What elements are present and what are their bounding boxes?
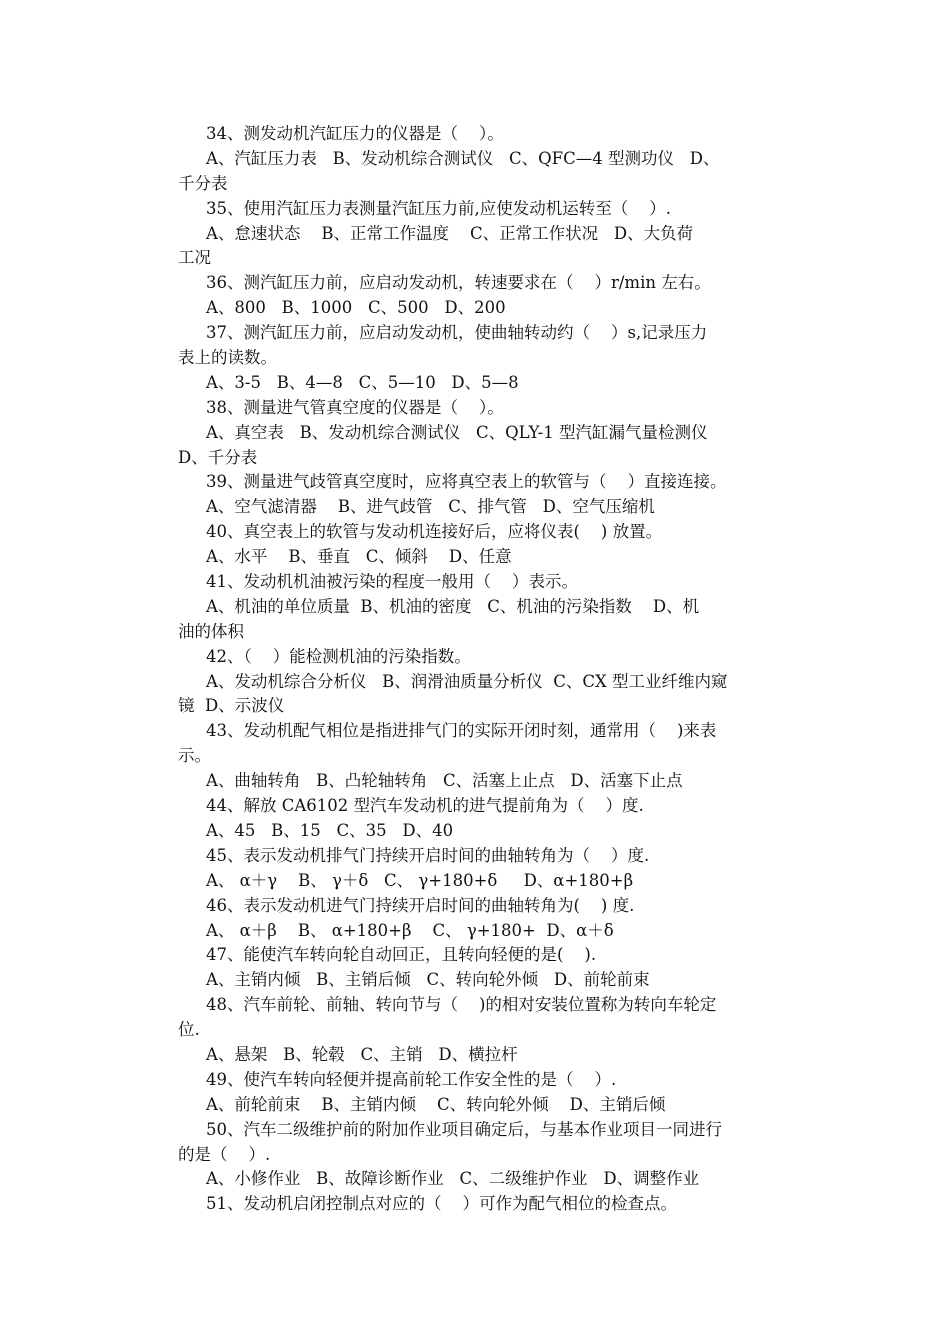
text-line: 36、测汽缸压力前，应启动发动机，转速要求在（ ）r/min 左右。 xyxy=(206,273,711,293)
text-line: 42、（ ）能检测机油的污染指数。 xyxy=(206,646,471,666)
text-line: A、怠速状态 B、正常工作温度 C、正常工作状况 D、大负荷 xyxy=(206,223,694,243)
text-line: A、800 B、1000 C、500 D、200 xyxy=(206,298,506,318)
text-line: 44、解放 CA6102 型汽车发动机的进气提前角为（ ）度. xyxy=(206,796,644,816)
document-page xyxy=(178,122,808,1217)
text-line: 37、测汽缸压力前，应启动发动机，使曲轴转动约（ ）s,记录压力 xyxy=(206,323,708,343)
text-line: A、前轮前束 B、主销内倾 C、转向轮外倾 D、主销后倾 xyxy=(206,1094,666,1114)
text-line-continuation: 的是（ ）. xyxy=(178,1144,271,1164)
text-line: A、水平 B、垂直 C、倾斜 D、任意 xyxy=(206,547,512,567)
text-line: 38、测量进气管真空度的仪器是（ ）。 xyxy=(206,397,504,417)
text-line-continuation: 工况 xyxy=(178,248,211,268)
text-line: A、3-5 B、4—8 C、5—10 D、5—8 xyxy=(206,372,519,392)
text-line: 51、发动机启闭控制点对应的（ ）可作为配气相位的检查点。 xyxy=(206,1194,677,1214)
text-line-continuation: 位. xyxy=(178,1020,200,1040)
text-line-continuation: D、千分表 xyxy=(178,447,258,467)
text-line: A、小修作业 B、故障诊断作业 C、二级维护作业 D、调整作业 xyxy=(206,1169,700,1189)
text-line: A、机油的单位质量 B、机油的密度 C、机油的污染指数 D、机 xyxy=(206,596,700,616)
text-line: A、发动机综合分析仪 B、润滑油质量分析仪 C、CX 型工业纤维内窥 xyxy=(206,671,728,691)
text-line-continuation: 镜 D、示波仪 xyxy=(178,696,285,716)
text-line: 40、真空表上的软管与发动机连接好后，应将仪表( ) 放置。 xyxy=(206,522,663,542)
text-line: 46、表示发动机进气门持续开启时间的曲轴转角为( ) 度. xyxy=(206,895,635,915)
text-line: A、 α＋β B、 α+180+β C、 γ+180+ D、α＋δ xyxy=(206,920,614,940)
text-line: 47、能使汽车转向轮自动回正，且转向轻便的是( ). xyxy=(206,945,597,965)
text-line: A、空气滤清器 B、进气歧管 C、排气管 D、空气压缩机 xyxy=(206,497,655,517)
text-line: 39、测量进气歧管真空度时，应将真空表上的软管与（ ）直接连接。 xyxy=(206,472,727,492)
text-line-continuation: 千分表 xyxy=(178,173,228,193)
text-line: A、曲轴转角 B、凸轮轴转角 C、活塞上止点 D、活塞下止点 xyxy=(206,771,683,791)
text-line-continuation: 表上的读数。 xyxy=(178,348,277,368)
text-line-continuation: 示。 xyxy=(178,746,211,766)
text-line: 48、汽车前轮、前轴、转向节与（ )的相对安装位置称为转向车轮定 xyxy=(206,995,717,1015)
text-line: 49、使汽车转向轻便并提高前轮工作安全性的是（ ）. xyxy=(206,1069,617,1089)
text-line: A、主销内倾 B、主销后倾 C、转向轮外倾 D、前轮前束 xyxy=(206,970,650,990)
text-line: A、45 B、15 C、35 D、40 xyxy=(206,820,454,840)
text-line: 50、汽车二级维护前的附加作业项目确定后，与基本作业项目一同进行 xyxy=(206,1119,722,1139)
text-line: 35、使用汽缸压力表测量汽缸压力前,应使发动机运转至（ ）. xyxy=(206,198,671,218)
text-line: A、汽缸压力表 B、发动机综合测试仪 C、QFC—4 型测功仪 D、 xyxy=(206,148,720,168)
text-line: A、 α＋γ B、 γ＋δ C、 γ+180+δ D、α+180+β xyxy=(206,870,634,890)
text-line: 34、测发动机汽缸压力的仪器是（ ）。 xyxy=(206,124,504,143)
text-line: 43、发动机配气相位是指进排气门的实际开闭时刻，通常用（ )来表 xyxy=(206,721,717,741)
text-line: A、真空表 B、发动机综合测试仪 C、QLY-1 型汽缸漏气量检测仪 xyxy=(206,422,708,442)
text-line: 41、发动机机油被污染的程度一般用（ ）表示。 xyxy=(206,572,578,592)
text-line-continuation: 油的体积 xyxy=(178,621,244,641)
text-line: 45、表示发动机排气门持续开启时间的曲轴转角为（ ）度. xyxy=(206,845,650,865)
text-line: A、悬架 B、轮毂 C、主销 D、横拉杆 xyxy=(206,1044,518,1064)
